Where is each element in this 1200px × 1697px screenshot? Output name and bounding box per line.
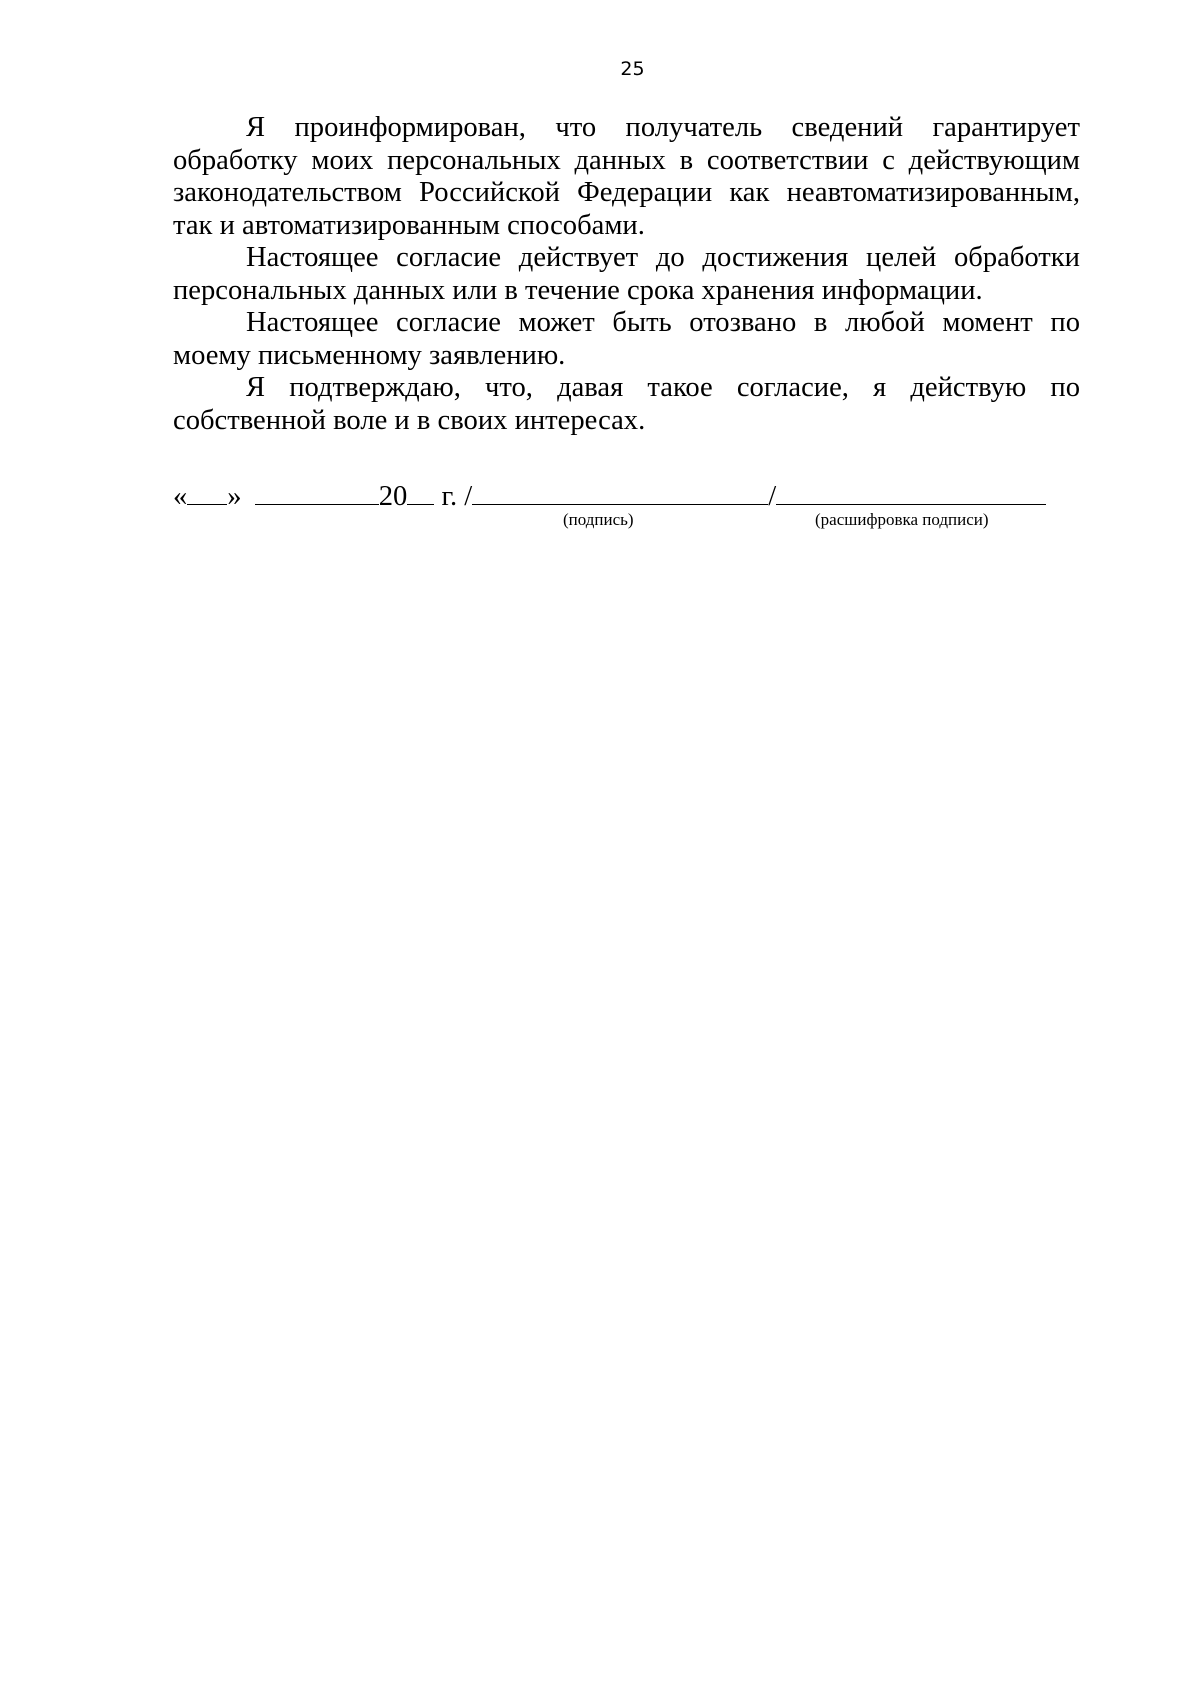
separator-slash: / bbox=[768, 481, 777, 512]
month-blank bbox=[255, 476, 379, 505]
signature-caption: (подпись) bbox=[563, 510, 634, 529]
year-suffix: г. / bbox=[441, 481, 473, 512]
paragraph-validity-period: Настоящее согласие действует до достижения целей обработки персональных данных или в течение срока хранения информации. bbox=[173, 242, 1080, 306]
day-blank bbox=[187, 476, 227, 505]
close-quote: » bbox=[227, 481, 242, 512]
consent-text bbox=[173, 112, 1080, 437]
open-quote: « bbox=[173, 481, 188, 512]
year-blank bbox=[407, 476, 434, 505]
year-prefix: 20 bbox=[378, 481, 408, 512]
page-number: 25 bbox=[620, 58, 645, 80]
paragraph-processing-guarantee: Я проинформирован, что получатель сведений гарантирует обработку моих персональных данных в соответствии с действующим законодательством Российской Федерации как неавтоматизированным, так и автоматизированным способами. bbox=[173, 112, 1080, 241]
signature-decoding-caption: (расшифровка подписи) bbox=[815, 510, 989, 529]
paragraph-revocation: Настоящее согласие может быть отозвано в любой момент по моему письменному заявлению. bbox=[173, 307, 1080, 371]
signature-blank bbox=[472, 476, 768, 505]
signature-decoding-blank bbox=[776, 476, 1046, 505]
paragraph-confirmation: Я подтверждаю, что, давая такое согласие, я действую по собственной воле и в своих интересах. bbox=[173, 372, 1080, 436]
signature-block bbox=[173, 476, 1080, 536]
signature-line bbox=[173, 476, 1046, 513]
